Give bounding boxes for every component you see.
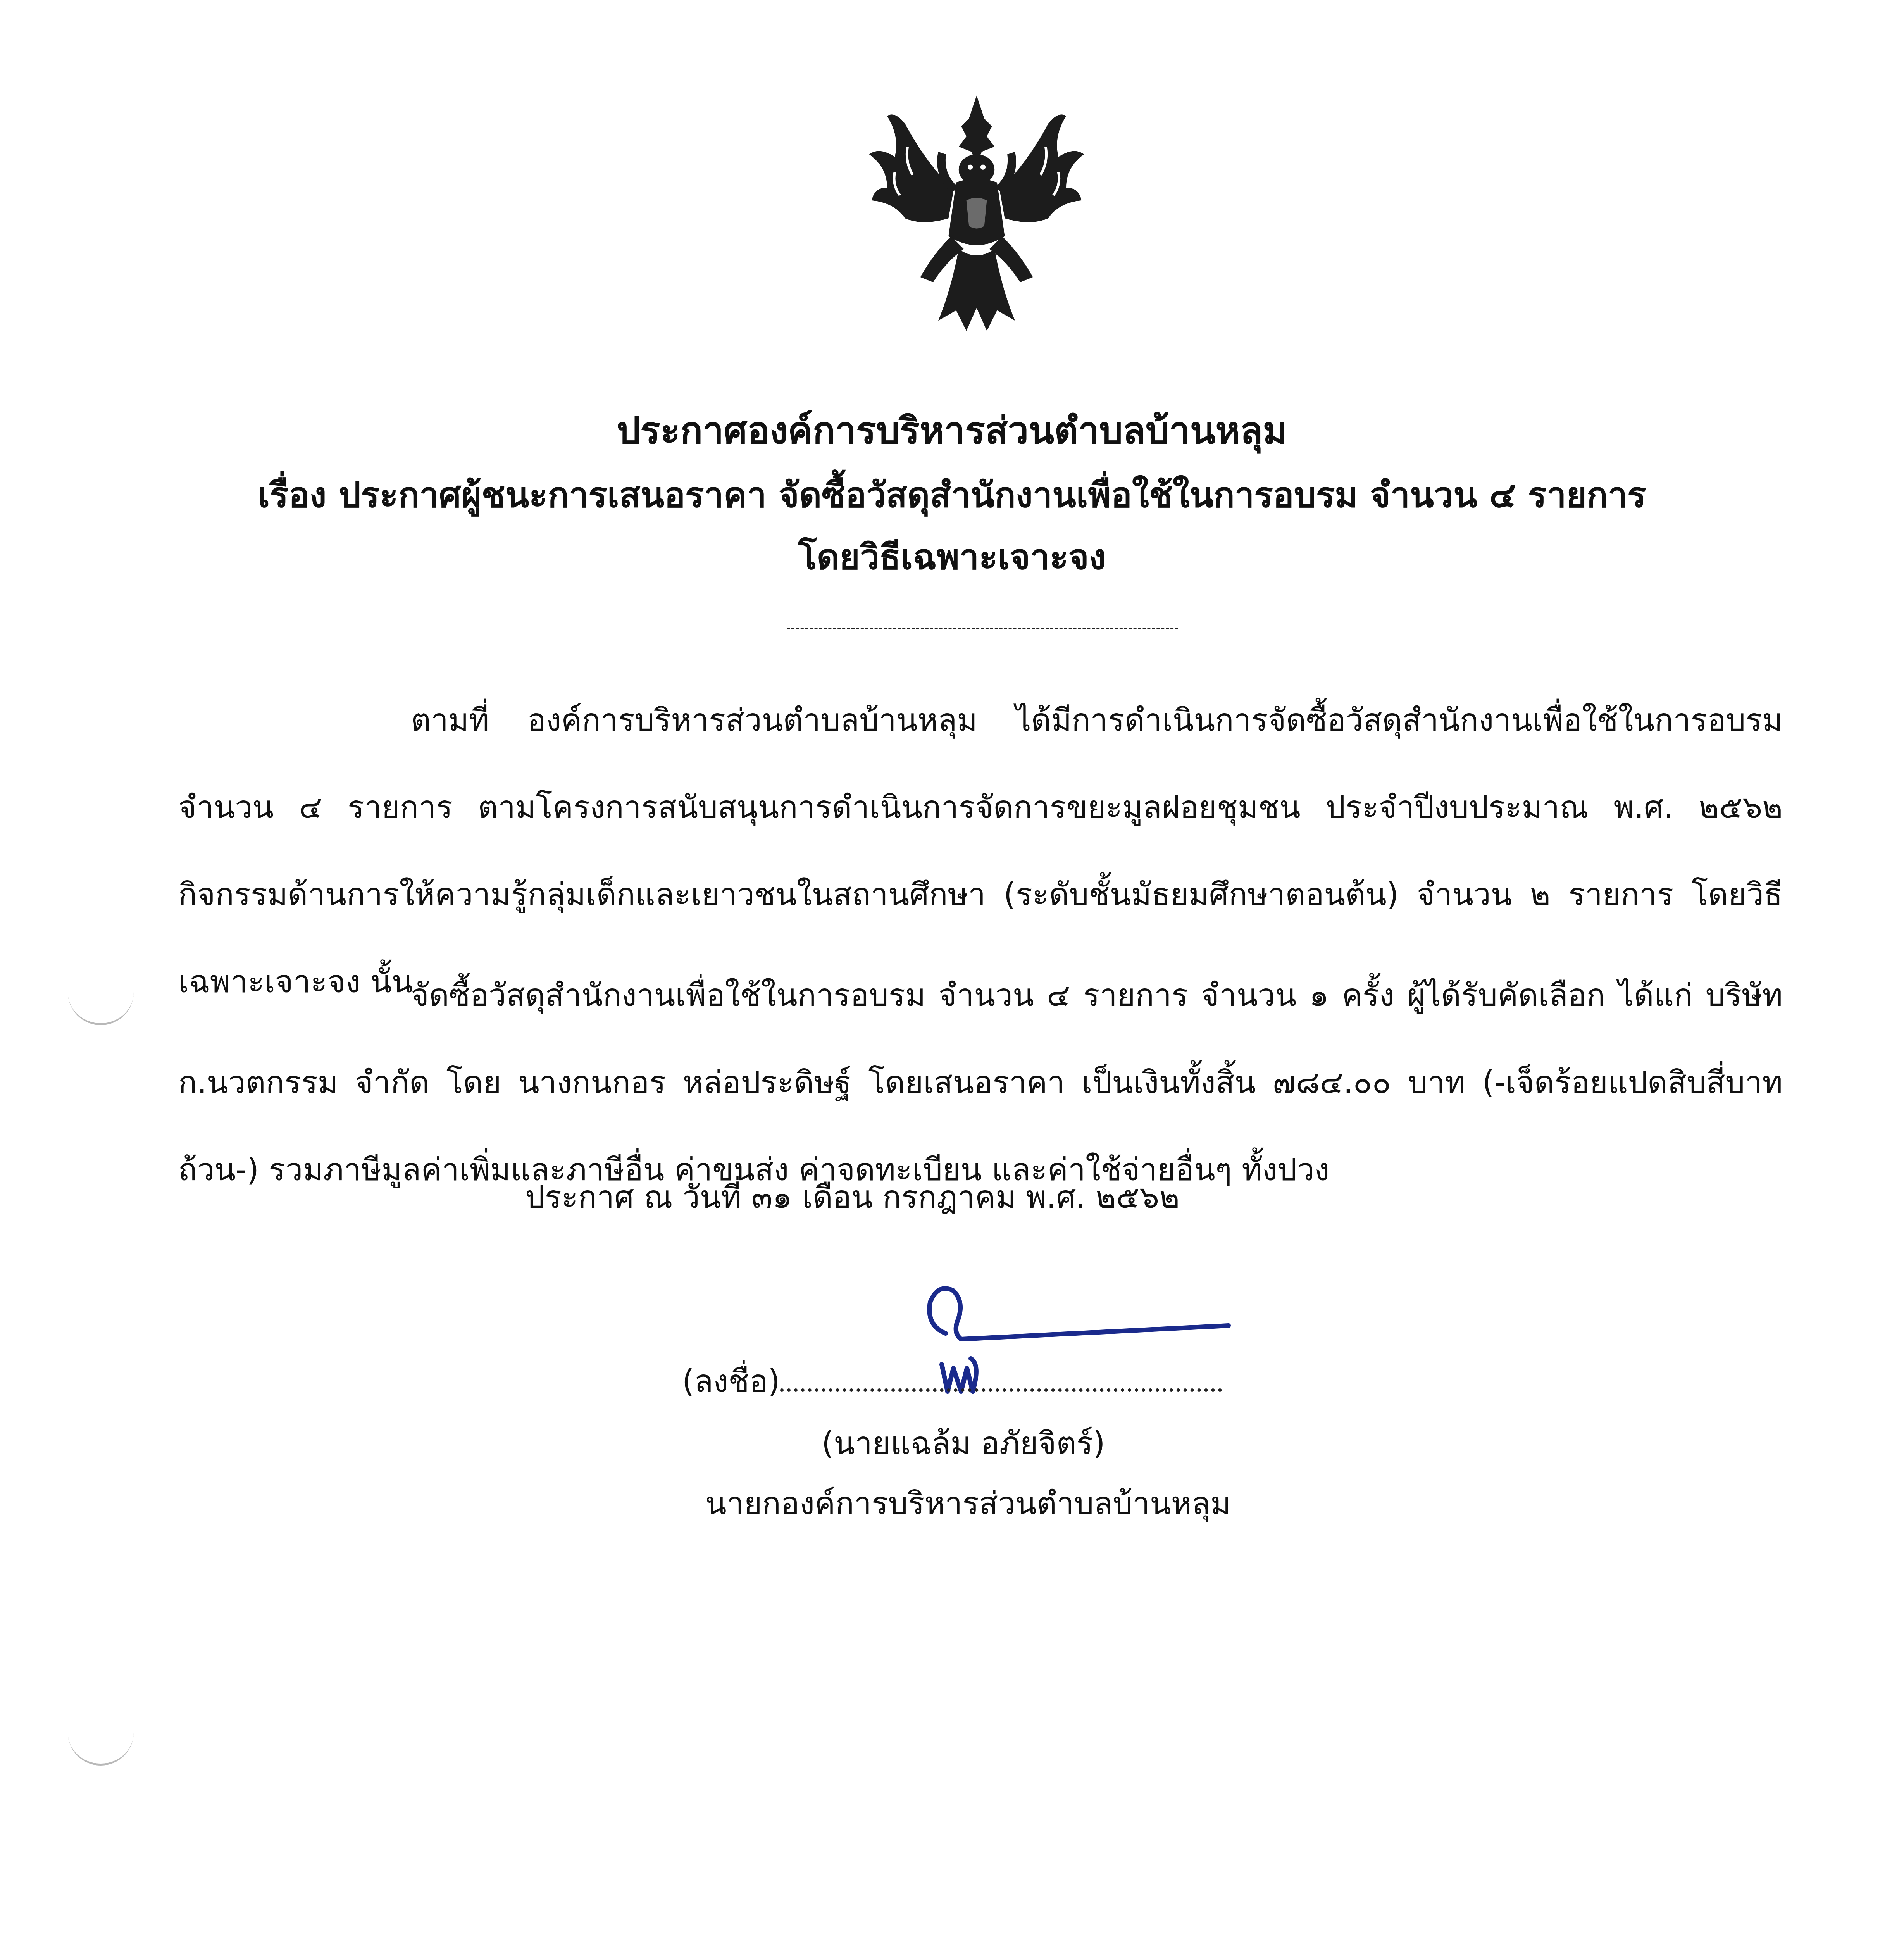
garuda-emblem-icon xyxy=(845,85,1108,341)
signer-position: นายกองค์การบริหารส่วนตำบลบ้านหลุม xyxy=(705,1485,1231,1521)
document-subject: เรื่อง ประกาศผู้ชนะการเสนอราคา จัดซื้อวัสดุสำนักงานเพื่อใช้ในการอบรม จำนวน ๔ รายการ xyxy=(258,475,1646,516)
signer-name: (นายแฉล้ม อภัยจิตร์) xyxy=(822,1425,1105,1461)
document-title: ประกาศองค์การบริหารส่วนตำบลบ้านหลุม xyxy=(617,409,1287,452)
punch-hole-mark xyxy=(68,977,134,1025)
signature-dotted-line xyxy=(780,1388,1222,1392)
header-divider xyxy=(787,628,1178,629)
procurement-method: โดยวิธีเฉพาะเจาะจง xyxy=(798,537,1106,578)
announcement-date: ประกาศ ณ วันที่ ๓๑ เดือน กรกฎาคม พ.ศ. ๒๕๖๒ xyxy=(525,1179,1180,1215)
body-paragraph-2-text: จัดซื้อวัสดุสำนักงานเพื่อใช้ในการอบรม จำนวน ๔ รายการ จำนวน ๑ ครั้ง ผู้ได้รับคัดเลือก ได้แก่ บริษัท ก.นวตกรรม จำกัด โดย นางกนกอร หล่อประดิษฐ์ โดยเสนอราคา เป็นเงินทั้งสิ้น ๗๘๔.๐๐ บาท (-เจ็ดร้อยแปดสิบสี่บาทถ้วน-) รวมภาษีมูลค่าเพิ่มและภาษีอื่น ค่าขนส่ง ค่าจดทะเบียน และค่าใช้จ่ายอื่นๆ ทั้งปวง xyxy=(178,977,1783,1188)
punch-hole-mark xyxy=(68,1717,134,1766)
body-paragraph-1-text: ตามที่ องค์การบริหารส่วนตำบลบ้านหลุม ได้มีการดำเนินการจัดซื้อวัสดุสำนักงานเพื่อใช้ในการอบรม จำนวน ๔ รายการ ตามโครงการสนับสนุนการดำเนินการจัดการขยะมูลฝอยชุมชน ประจำปีงบประมาณ พ.ศ. ๒๕๖๒ กิจกรรมด้านการให้ความรู้กลุ่มเด็กและเยาวชนในสถานศึกษา (ระดับชั้นมัธยมศึกษาตอนต้น) จำนวน ๒ รายการ โดยวิธีเฉพาะเจาะจง นั้น xyxy=(178,702,1783,1000)
sign-label: (ลงชื่อ) xyxy=(682,1363,780,1399)
signature-line xyxy=(682,1357,1222,1406)
